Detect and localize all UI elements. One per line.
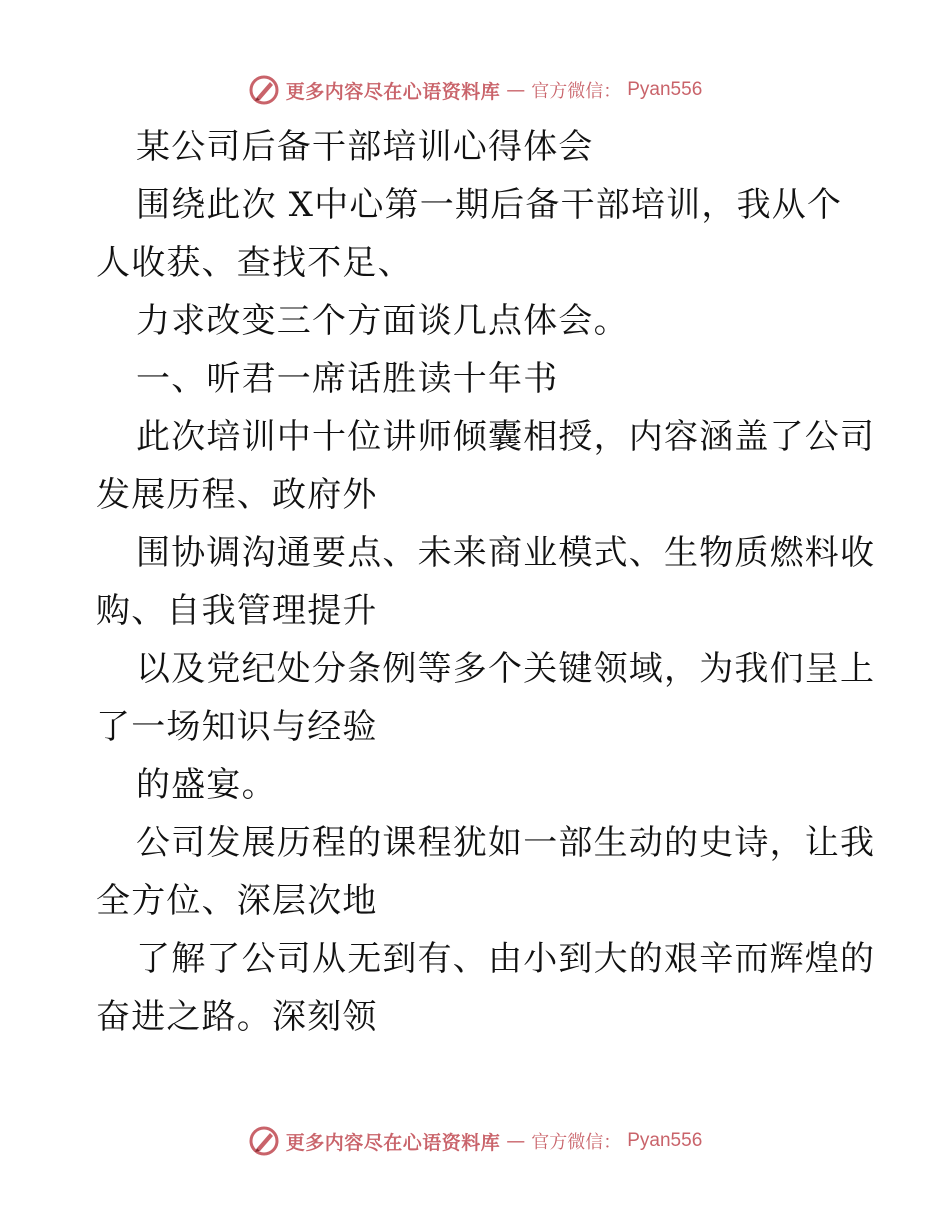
watermark-dash: — (506, 1130, 526, 1152)
header-watermark (0, 70, 950, 110)
text-line: 了解了公司从无到有、由小到大的艰辛而辉煌的 (136, 939, 876, 979)
text-line: 发展历程、政府外 (96, 475, 378, 515)
text-line: 人收获、查找不足、 (96, 243, 413, 283)
text-line: 公司发展历程的课程犹如一部生动的史诗，让我 (136, 823, 876, 863)
text-line: 以及党纪处分条例等多个关键领域，为我们呈上 (136, 649, 876, 689)
watermark-official-label: 官方微信： (531, 1132, 622, 1153)
document-body (96, 118, 876, 1046)
text-line: 力求改变三个方面谈几点体会。 (136, 301, 629, 341)
watermark-dash: — (506, 79, 526, 101)
footer-watermark (0, 1121, 950, 1161)
pen-logo-icon (248, 1125, 280, 1157)
text-line: 围协调沟通要点、未来商业模式、生物质燃料收 (136, 533, 876, 573)
text-line: 奋进之路。深刻领 (96, 997, 378, 1037)
text-line: 此次培训中十位讲师倾囊相授，内容涵盖了公司 (136, 417, 876, 457)
text-line: 全方位、深层次地 (96, 881, 378, 921)
watermark-official-label: 官方微信： (531, 81, 622, 102)
watermark-wechat-id: Pyan556 (627, 1130, 703, 1151)
text-line: 的盛宴。 (136, 765, 277, 805)
text-line: 围绕此次 X中心第一期后备干部培训，我从个 (136, 185, 843, 225)
watermark-main-text: 更多内容尽在心语资料库 (285, 1131, 501, 1154)
text-line: 了一场知识与经验 (96, 707, 378, 747)
watermark-wechat-id: Pyan556 (627, 79, 703, 100)
text-line: 购、自我管理提升 (96, 591, 378, 631)
text-line: 某公司后备干部培训心得体会 (136, 127, 594, 167)
pen-logo-icon (248, 74, 280, 106)
watermark-main-text: 更多内容尽在心语资料库 (285, 80, 501, 103)
text-line: 一、听君一席话胜读十年书 (136, 359, 559, 399)
